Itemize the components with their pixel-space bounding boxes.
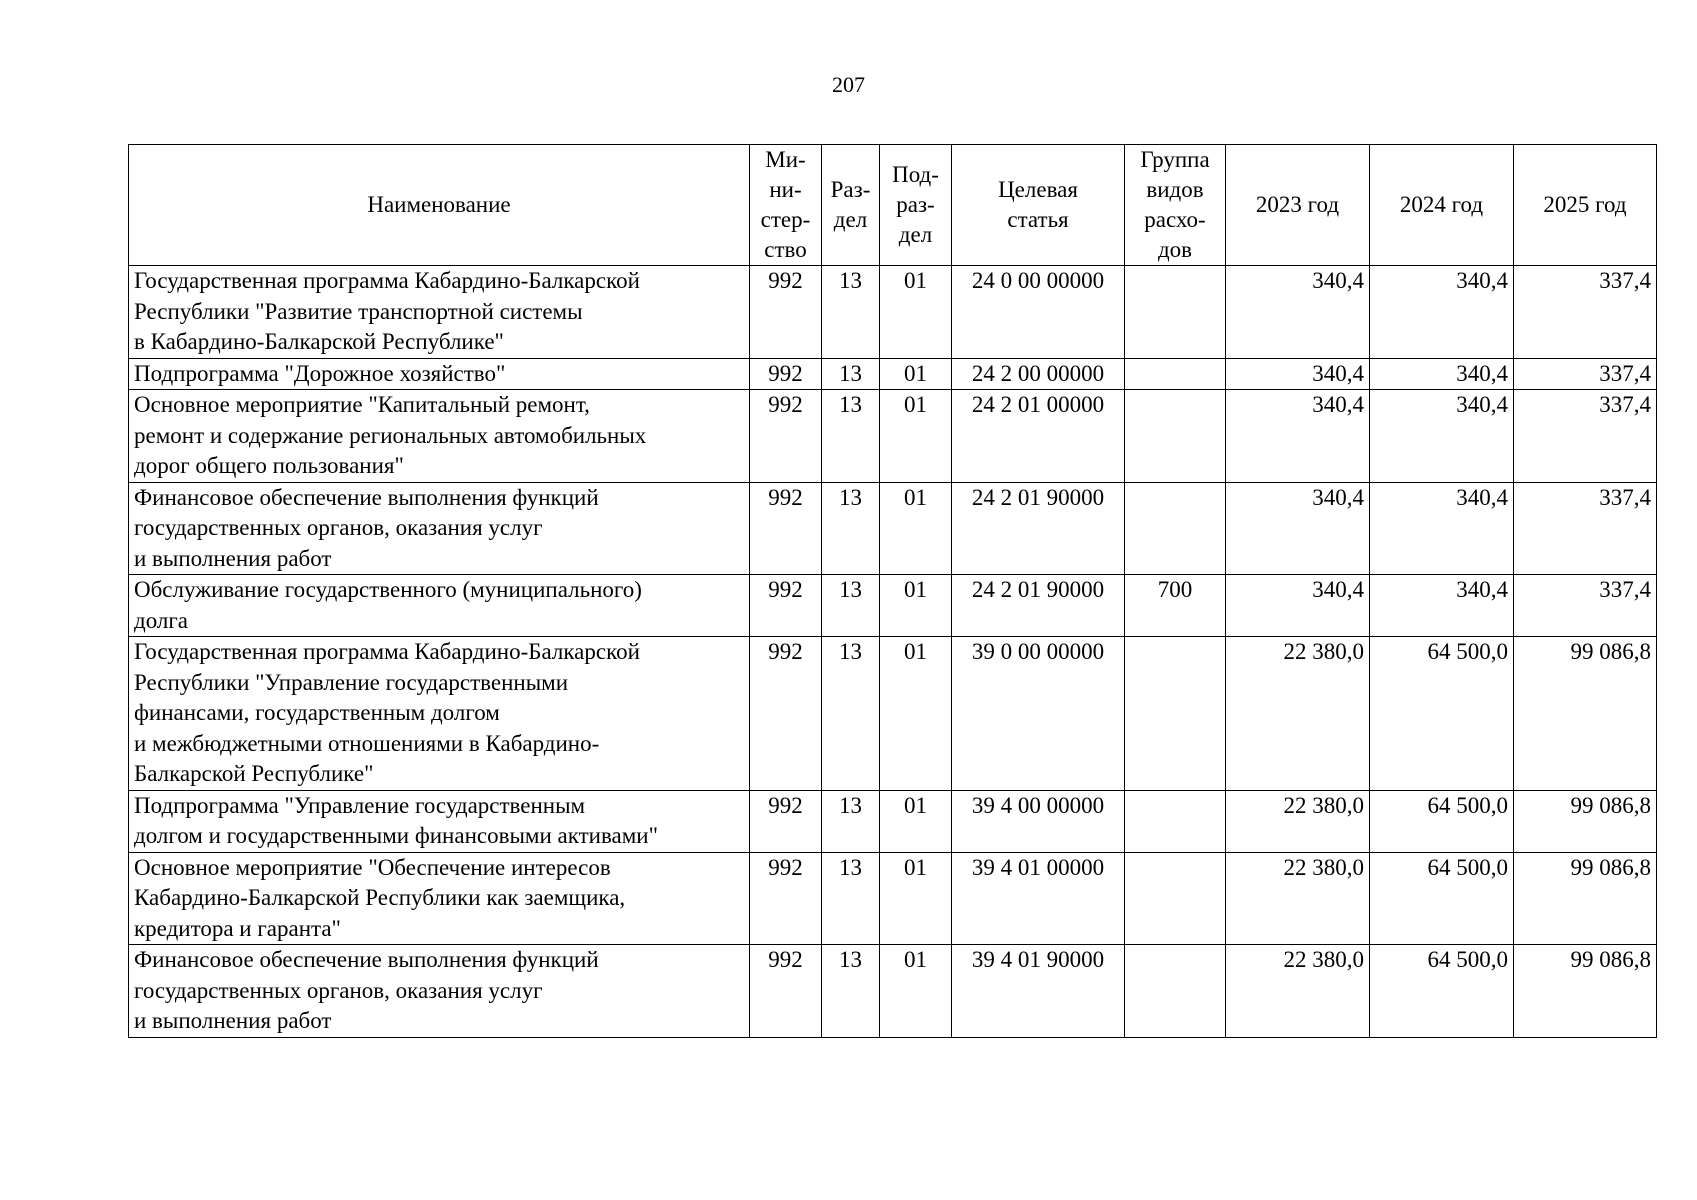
cell-section: 13 — [822, 852, 880, 945]
cell-name: Финансовое обеспечение выполнения функций государственных органов, оказания услуг и выполнения работ — [129, 482, 750, 575]
table-row — [129, 390, 1657, 483]
cell-2024: 64 500,0 — [1370, 637, 1514, 791]
cell-2024: 340,4 — [1370, 575, 1514, 637]
header-2024: 2024 год — [1370, 145, 1514, 266]
cell-2024: 340,4 — [1370, 390, 1514, 483]
cell-2023: 22 380,0 — [1226, 637, 1370, 791]
page-number: 207 — [832, 72, 865, 97]
cell-2024: 340,4 — [1370, 266, 1514, 359]
cell-expense-group — [1125, 852, 1226, 945]
cell-target-article: 39 4 01 00000 — [952, 852, 1125, 945]
cell-target-article: 24 2 00 00000 — [952, 358, 1125, 390]
cell-name: Подпрограмма "Дорожное хозяйство" — [129, 358, 750, 390]
header-section: Раз- дел — [822, 145, 880, 266]
cell-2024: 340,4 — [1370, 358, 1514, 390]
cell-target-article: 39 0 00 00000 — [952, 637, 1125, 791]
cell-section: 13 — [822, 390, 880, 483]
cell-name: Основное мероприятие "Капитальный ремонт, ремонт и содержание региональных автомобильных дорог общего пользования" — [129, 390, 750, 483]
table-row — [129, 482, 1657, 575]
cell-2023: 340,4 — [1226, 358, 1370, 390]
cell-name: Подпрограмма "Управление государственным долгом и государственными финансовыми активами" — [129, 790, 750, 852]
cell-2025: 337,4 — [1514, 482, 1657, 575]
cell-subsection: 01 — [880, 482, 952, 575]
header-2023: 2023 год — [1226, 145, 1370, 266]
header-ministry: Ми- ни- стер- ство — [750, 145, 822, 266]
cell-2023: 22 380,0 — [1226, 945, 1370, 1038]
cell-2024: 340,4 — [1370, 482, 1514, 575]
table-header — [129, 145, 1657, 266]
cell-target-article: 39 4 00 00000 — [952, 790, 1125, 852]
table-row — [129, 266, 1657, 359]
cell-target-article: 24 2 01 90000 — [952, 482, 1125, 575]
cell-2025: 99 086,8 — [1514, 852, 1657, 945]
cell-ministry: 992 — [750, 637, 822, 791]
cell-2025: 337,4 — [1514, 358, 1657, 390]
cell-2023: 340,4 — [1226, 482, 1370, 575]
table-row — [129, 790, 1657, 852]
cell-name: Финансовое обеспечение выполнения функций государственных органов, оказания услуг и выполнения работ — [129, 945, 750, 1038]
header-expense-group: Группа видов расхо- дов — [1125, 145, 1226, 266]
cell-subsection: 01 — [880, 266, 952, 359]
cell-expense-group: 700 — [1125, 575, 1226, 637]
cell-name: Основное мероприятие "Обеспечение интересов Кабардино-Балкарской Республики как заемщика, кредитора и гаранта" — [129, 852, 750, 945]
header-2025: 2025 год — [1514, 145, 1657, 266]
cell-name: Обслуживание государственного (муниципального) долга — [129, 575, 750, 637]
cell-ministry: 992 — [750, 482, 822, 575]
cell-subsection: 01 — [880, 790, 952, 852]
cell-expense-group — [1125, 945, 1226, 1038]
table-row — [129, 945, 1657, 1038]
cell-2025: 99 086,8 — [1514, 945, 1657, 1038]
cell-name: Государственная программа Кабардино-Балкарской Республики "Управление государственными финансами, государственным долгом и межбюджетными отношениями в Кабардино- Балкарской Республике" — [129, 637, 750, 791]
cell-subsection: 01 — [880, 575, 952, 637]
cell-2023: 340,4 — [1226, 575, 1370, 637]
cell-ministry: 992 — [750, 790, 822, 852]
budget-table — [128, 144, 1657, 1038]
table-row — [129, 358, 1657, 390]
cell-2025: 337,4 — [1514, 575, 1657, 637]
cell-2024: 64 500,0 — [1370, 790, 1514, 852]
cell-ministry: 992 — [750, 575, 822, 637]
cell-target-article: 24 2 01 00000 — [952, 390, 1125, 483]
cell-2025: 99 086,8 — [1514, 637, 1657, 791]
cell-2025: 337,4 — [1514, 266, 1657, 359]
header-name: Наименование — [129, 145, 750, 266]
cell-name: Государственная программа Кабардино-Балкарской Республики "Развитие транспортной системы в Кабардино-Балкарской Республике" — [129, 266, 750, 359]
table-row — [129, 637, 1657, 791]
cell-2025: 99 086,8 — [1514, 790, 1657, 852]
table-body — [129, 266, 1657, 1038]
cell-expense-group — [1125, 637, 1226, 791]
cell-2024: 64 500,0 — [1370, 852, 1514, 945]
table-row — [129, 575, 1657, 637]
cell-ministry: 992 — [750, 358, 822, 390]
cell-expense-group — [1125, 790, 1226, 852]
cell-section: 13 — [822, 482, 880, 575]
table-row — [129, 852, 1657, 945]
header-target-article: Целевая статья — [952, 145, 1125, 266]
header-row — [129, 145, 1657, 266]
cell-subsection: 01 — [880, 637, 952, 791]
cell-target-article: 24 0 00 00000 — [952, 266, 1125, 359]
cell-2024: 64 500,0 — [1370, 945, 1514, 1038]
cell-target-article: 24 2 01 90000 — [952, 575, 1125, 637]
cell-subsection: 01 — [880, 390, 952, 483]
cell-target-article: 39 4 01 90000 — [952, 945, 1125, 1038]
cell-subsection: 01 — [880, 358, 952, 390]
cell-2023: 340,4 — [1226, 266, 1370, 359]
cell-expense-group — [1125, 482, 1226, 575]
cell-section: 13 — [822, 790, 880, 852]
cell-ministry: 992 — [750, 945, 822, 1038]
cell-section: 13 — [822, 358, 880, 390]
cell-ministry: 992 — [750, 266, 822, 359]
cell-subsection: 01 — [880, 945, 952, 1038]
cell-section: 13 — [822, 575, 880, 637]
cell-ministry: 992 — [750, 852, 822, 945]
cell-subsection: 01 — [880, 852, 952, 945]
cell-ministry: 992 — [750, 390, 822, 483]
cell-2023: 22 380,0 — [1226, 852, 1370, 945]
cell-2023: 340,4 — [1226, 390, 1370, 483]
cell-section: 13 — [822, 266, 880, 359]
cell-expense-group — [1125, 266, 1226, 359]
cell-expense-group — [1125, 358, 1226, 390]
cell-section: 13 — [822, 945, 880, 1038]
cell-2023: 22 380,0 — [1226, 790, 1370, 852]
cell-expense-group — [1125, 390, 1226, 483]
header-subsection: Под- раз- дел — [880, 145, 952, 266]
cell-section: 13 — [822, 637, 880, 791]
cell-2025: 337,4 — [1514, 390, 1657, 483]
